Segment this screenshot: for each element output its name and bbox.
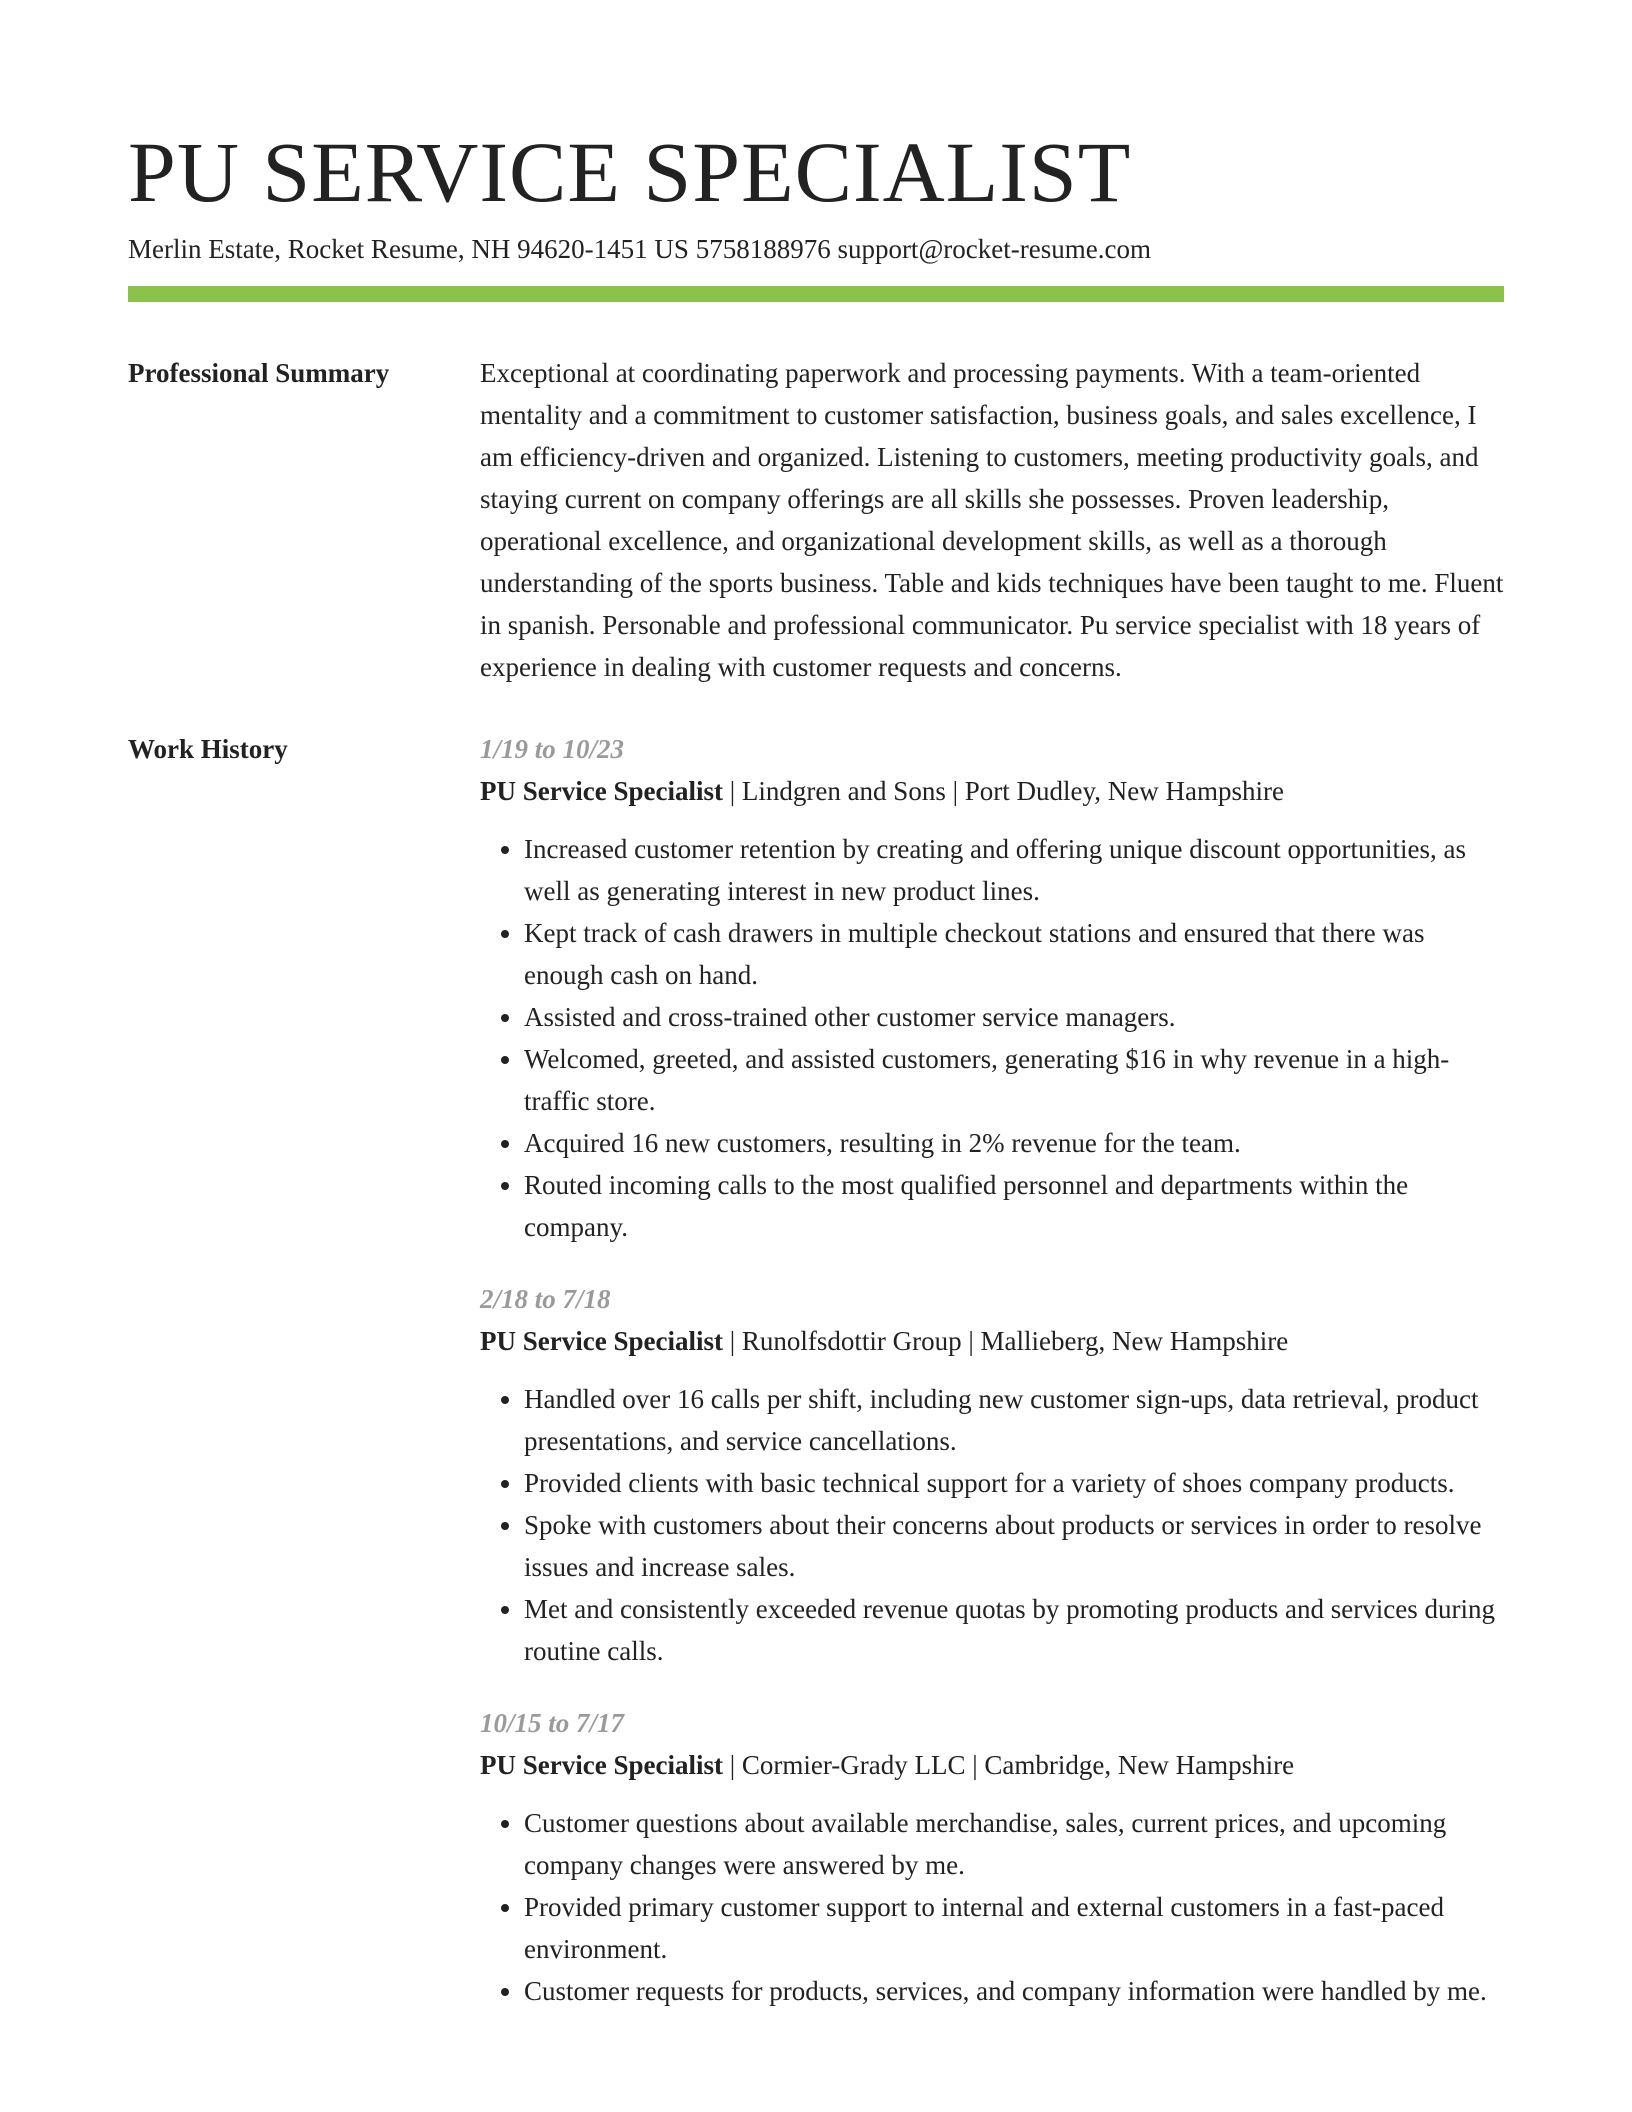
contact-email: support@rocket-resume.com	[837, 234, 1151, 264]
contact-phone: 5758188976	[695, 234, 831, 264]
job-bullet: • Customer requests for products, services, and company information were handled by me.	[524, 1970, 1504, 2012]
job-dates: 2/18 to 7/18	[480, 1284, 611, 1314]
job-heading	[480, 1744, 1504, 1786]
job-bullet: • Spoke with customers about their concerns about products or services in order to resolve issues and increase sales.	[524, 1504, 1504, 1588]
job-bullet: • Increased customer retention by creating and offering unique discount opportunities, as well as generating interest in new product lines.	[524, 828, 1504, 912]
contact-line	[128, 232, 1504, 266]
work-history-section	[128, 728, 1504, 2042]
job-bullet-list	[480, 1802, 1504, 2012]
job-bullet: • Met and consistently exceeded revenue quotas by promoting products and services during routine calls.	[524, 1588, 1504, 1672]
job-dates: 10/15 to 7/17	[480, 1708, 625, 1738]
work-history-label: Work History	[128, 734, 288, 764]
job-bullet: • Provided primary customer support to internal and external customers in a fast-paced environment.	[524, 1886, 1504, 1970]
job-bullet: • Kept track of cash drawers in multiple checkout stations and ensured that there was enough cash on hand.	[524, 912, 1504, 996]
job-title: PU Service Specialist	[480, 776, 723, 806]
job-bullet: • Welcomed, greeted, and assisted customers, generating $16 in why revenue in a high-traffic store.	[524, 1038, 1504, 1122]
job-entry	[480, 1702, 1504, 2012]
job-entry	[480, 728, 1504, 1248]
job-heading	[480, 1320, 1504, 1362]
work-history-body	[480, 728, 1504, 2042]
job-details: | Runolfsdottir Group | Mallieberg, New Hampshire	[722, 1326, 1289, 1356]
resume-name-heading: PU SERVICE SPECIALIST	[128, 124, 1132, 220]
job-dates: 1/19 to 10/23	[480, 734, 625, 764]
job-bullet: • Provided clients with basic technical support for a variety of shoes company products.	[524, 1462, 1504, 1504]
summary-section	[128, 352, 1504, 688]
job-bullet: • Routed incoming calls to the most qualified personnel and departments within the company.	[524, 1164, 1504, 1248]
resume-page	[128, 122, 1504, 2042]
job-details: | Cormier-Grady LLC | Cambridge, New Hampshire	[722, 1750, 1295, 1780]
job-bullet: • Acquired 16 new customers, resulting in 2% revenue for the team.	[524, 1122, 1504, 1164]
job-entry	[480, 1278, 1504, 1672]
job-title: PU Service Specialist	[480, 1750, 723, 1780]
summary-label: Professional Summary	[128, 358, 390, 388]
job-heading	[480, 770, 1504, 812]
job-bullet: • Customer questions about available merchandise, sales, current prices, and upcoming company changes were answered by me.	[524, 1802, 1504, 1886]
job-bullet-list	[480, 828, 1504, 1248]
job-bullet: • Handled over 16 calls per shift, including new customer sign-ups, data retrieval, product presentations, and service cancellations.	[524, 1378, 1504, 1462]
job-details: | Lindgren and Sons | Port Dudley, New Hampshire	[722, 776, 1284, 806]
job-bullet: • Assisted and cross-trained other customer service managers.	[524, 996, 1504, 1038]
summary-body	[480, 352, 1504, 688]
header-accent-bar	[128, 286, 1504, 302]
job-bullet-list	[480, 1378, 1504, 1672]
summary-text: Exceptional at coordinating paperwork and processing payments. With a team-oriented mentality and a commitment to customer satisfaction, business goals, and sales excellence, I am efficiency-driven and organized. Listening to customers, meeting productivity goals, and staying current on company offerings are all skills she possesses. Proven leadership, operational excellence, and organizational development skills, as well as a thorough understanding of the sports business. Table and kids techniques have been taught to me. Fluent in spanish. Personable and professional communicator. Pu service specialist with 18 years of experience in dealing with customer requests and concerns.	[480, 358, 1504, 682]
job-title: PU Service Specialist	[480, 1326, 723, 1356]
contact-address: Merlin Estate, Rocket Resume, NH 94620-1451 US	[128, 234, 689, 264]
